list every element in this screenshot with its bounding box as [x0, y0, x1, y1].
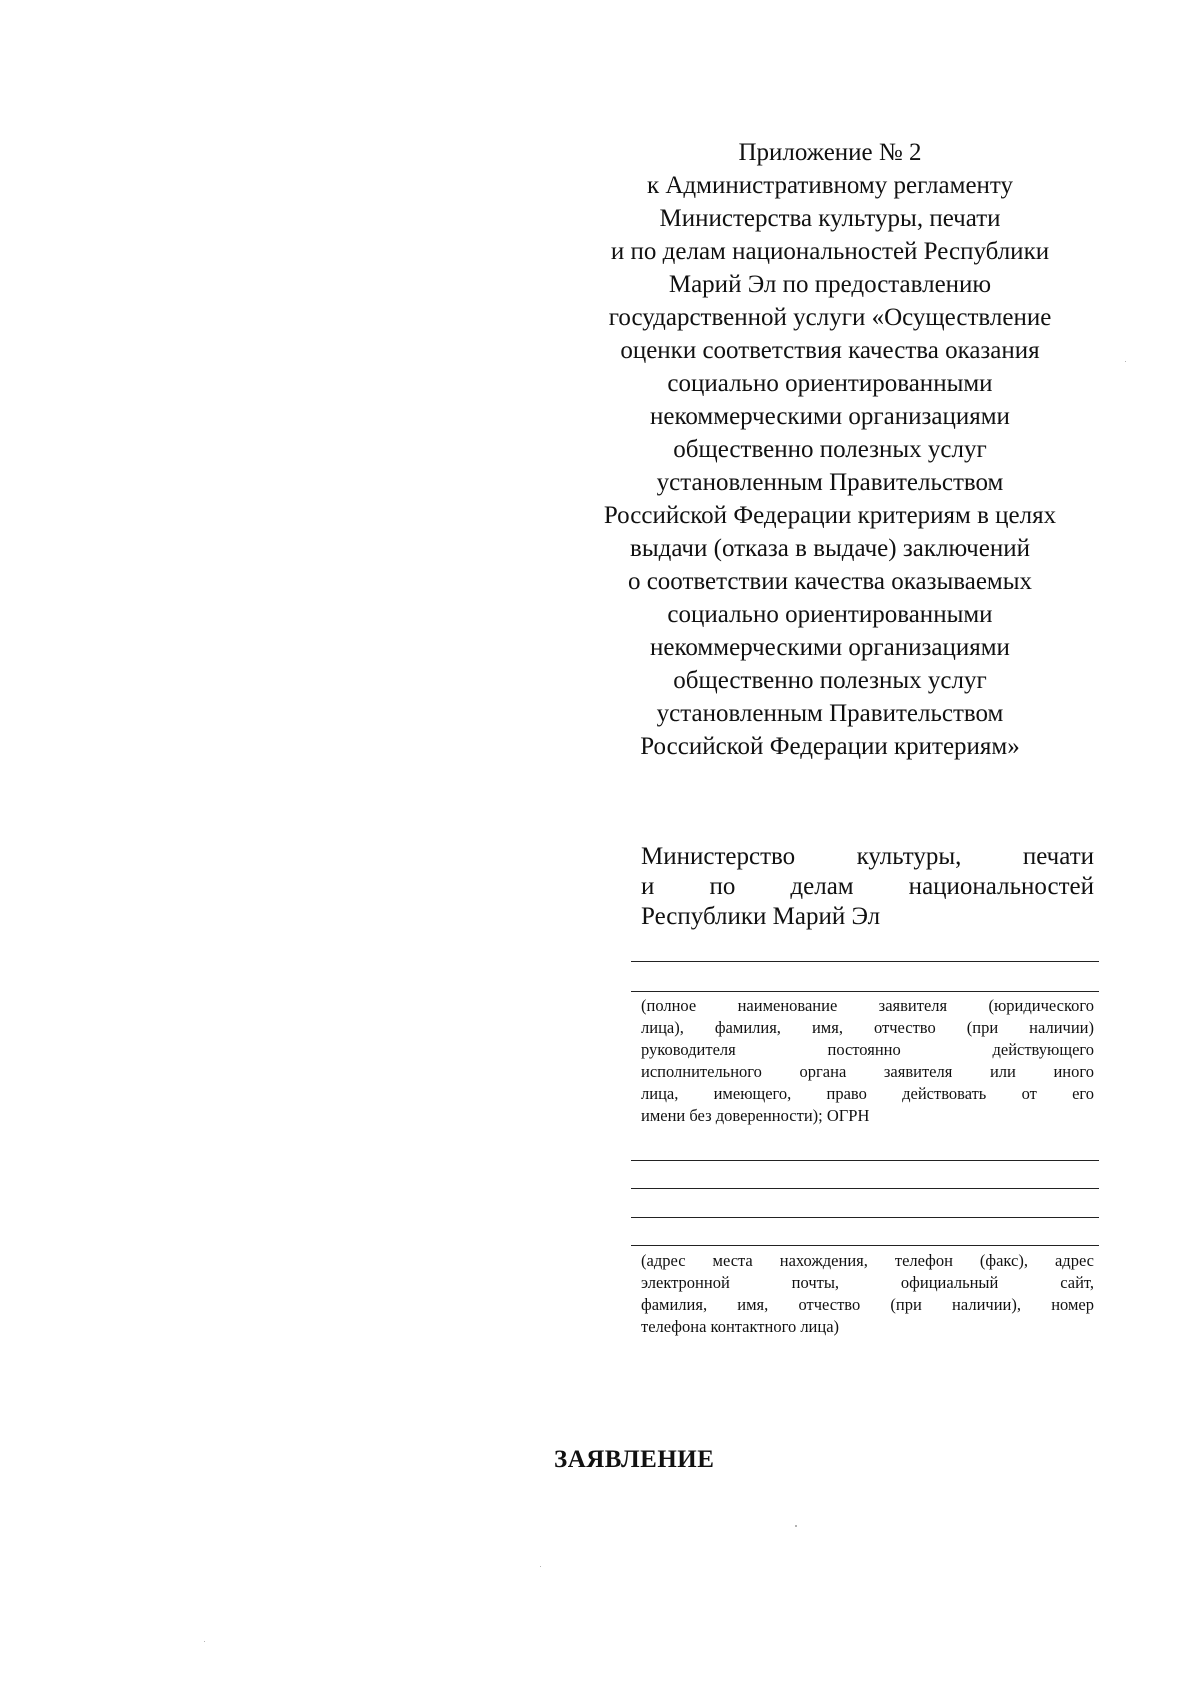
appendix-line: о соответствии качества оказываемых [627, 568, 1033, 595]
applicant-contact-line [631, 1245, 1099, 1246]
applicant-name-caption [641, 995, 1094, 1127]
applicant-name-line [631, 961, 1099, 962]
caption-line: имени без доверенности); ОГРН [641, 1106, 870, 1125]
applicant-contact-line [631, 1217, 1099, 1218]
appendix-line: Российской Федерации критериям в целях [603, 502, 1057, 529]
scan-speck [1125, 361, 1126, 362]
applicant-contact-caption [641, 1250, 1094, 1338]
appendix-line: Министерства культуры, печати [659, 205, 1001, 232]
appendix-line: к Административному регламенту [646, 172, 1014, 199]
appendix-line: Российской Федерации критериям» [640, 733, 1020, 760]
caption-line: исполнительного органа заявителя или иного [641, 1062, 1094, 1081]
caption-line: электронной почты, официальный сайт, [641, 1273, 1094, 1292]
appendix-line: социально ориентированными [667, 370, 993, 397]
addressee-line: Министерство культуры, печати [641, 843, 1094, 870]
caption-line: (полное наименование заявителя (юридического [641, 996, 1094, 1015]
appendix-line: общественно полезных услуг [673, 667, 987, 694]
caption-line: руководителя постоянно действующего [641, 1040, 1094, 1059]
applicant-name-line [631, 991, 1099, 992]
appendix-line: Марий Эл по предоставлению [668, 271, 992, 298]
document-title: ЗАЯВЛЕНИЕ [554, 1446, 715, 1473]
appendix-line: выдачи (отказа в выдаче) заключений [630, 535, 1030, 562]
appendix-line: оценки соответствия качества оказания [620, 337, 1040, 364]
appendix-line: общественно полезных услуг [673, 436, 987, 463]
appendix-line: некоммерческими организациями [650, 634, 1010, 661]
caption-line: (адрес места нахождения, телефон (факс), адрес [641, 1251, 1094, 1270]
scan-speck [540, 1566, 541, 1567]
appendix-line: некоммерческими организациями [650, 403, 1010, 430]
addressee-line: Республики Марий Эл [641, 903, 881, 930]
appendix-line: и по делам национальностей Республики [610, 238, 1050, 265]
scan-speck [204, 1641, 205, 1642]
addressee-line: и по делам национальностей [641, 873, 1094, 900]
caption-line: лица, имеющего, право действовать от его [641, 1084, 1094, 1103]
caption-line: лица), фамилия, имя, отчество (при наличии) [641, 1018, 1094, 1037]
scan-speck [795, 1525, 797, 1527]
appendix-line: социально ориентированными [667, 601, 993, 628]
appendix-line: государственной услуги «Осуществление [608, 304, 1052, 331]
appendix-line: установленным Правительством [656, 700, 1004, 727]
caption-line: фамилия, имя, отчество (при наличии), номер [641, 1295, 1094, 1314]
appendix-line: Приложение № 2 [738, 139, 922, 166]
applicant-contact-line [631, 1160, 1099, 1161]
caption-line: телефона контактного лица) [641, 1317, 840, 1336]
applicant-contact-line [631, 1188, 1099, 1189]
appendix-line: установленным Правительством [656, 469, 1004, 496]
addressee-block [641, 842, 1094, 932]
appendix-header [560, 136, 1100, 763]
